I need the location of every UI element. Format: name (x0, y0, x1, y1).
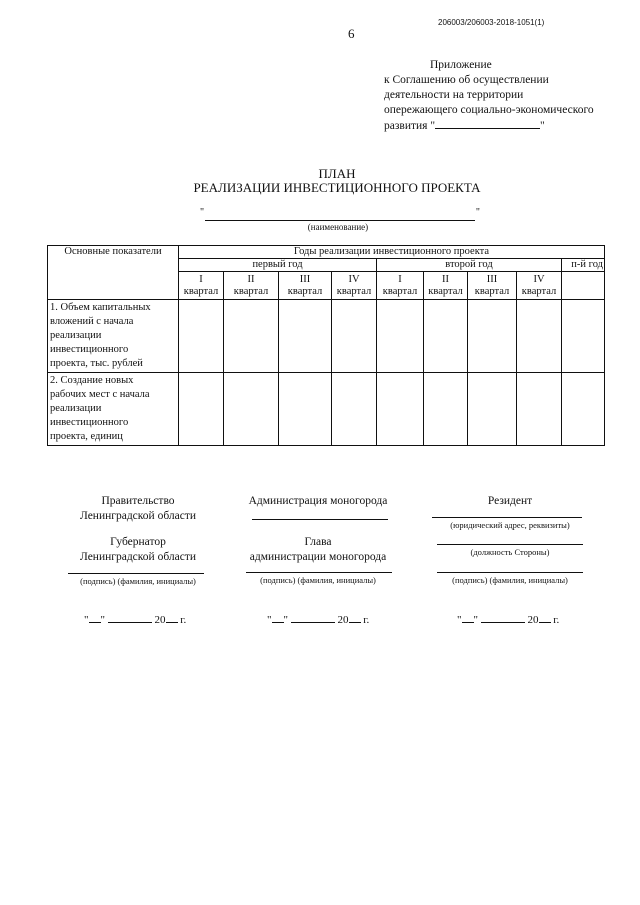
year-blank[interactable] (539, 612, 551, 623)
year-blank[interactable] (166, 612, 178, 623)
value-cell[interactable] (279, 300, 332, 373)
appendix-line: опережающего социально-экономического (384, 104, 594, 116)
right-party: Резидент (487, 495, 533, 507)
year-group-nth: п-й год (562, 259, 605, 272)
territory-name-blank[interactable] (435, 118, 540, 129)
year-group-second: второй год (377, 259, 562, 272)
day-blank[interactable] (272, 612, 284, 623)
left-role-line: Губернатор (110, 536, 166, 548)
close-quote: " (475, 207, 480, 218)
table-row (48, 373, 605, 446)
project-name-caption: (наименование) (307, 222, 369, 232)
left-role (48, 535, 228, 565)
appendix-line: Приложение (430, 59, 492, 71)
table-row (48, 300, 605, 373)
right-address-caption: (юридический адрес, реквизиты) (450, 520, 570, 530)
left-role-line: Ленинградской области (79, 551, 197, 563)
quarter-header (224, 272, 279, 300)
indicator-line: рабочих мест с начала (50, 389, 150, 400)
quarter-number: II (247, 273, 255, 285)
open-quote: " (200, 207, 205, 218)
date-year: 20 (527, 614, 539, 626)
right-address-line[interactable] (432, 517, 582, 518)
quarter-word: квартал (521, 285, 557, 297)
quarter-word: квартал (428, 285, 463, 297)
appendix-line-prefix: развития " (384, 120, 436, 132)
quarter-word: квартал (382, 285, 418, 297)
value-cell[interactable] (562, 373, 605, 446)
indicator-line: вложений с начала (50, 316, 134, 327)
indicator-line: реализации (50, 403, 102, 414)
right-role-caption: (должность Стороны) (470, 547, 550, 557)
left-party (48, 494, 228, 524)
value-cell[interactable] (279, 373, 332, 446)
right-role-line[interactable] (437, 544, 583, 545)
appendix-line: к Соглашению об осуществлении (384, 74, 549, 86)
value-cell[interactable] (468, 373, 517, 446)
day-blank[interactable] (462, 612, 474, 623)
middle-party: Администрация моногорода (248, 495, 388, 507)
quarter-header (377, 272, 424, 300)
right-signature-caption: (подпись) (фамилия, инициалы) (452, 575, 568, 585)
value-cell[interactable] (377, 300, 424, 373)
title-line: ПЛАН (318, 166, 356, 181)
date-quote: " (473, 614, 478, 626)
quarter-number: I (398, 273, 402, 285)
value-cell[interactable] (517, 300, 562, 373)
left-signature-line[interactable] (68, 573, 204, 574)
indicator-line: 2. Создание новых (50, 375, 134, 386)
page-number: 6 (348, 26, 355, 41)
project-name-blank[interactable] (205, 220, 475, 221)
middle-role (228, 535, 408, 565)
value-cell[interactable] (468, 300, 517, 373)
right-date-field[interactable] (457, 612, 559, 626)
month-blank[interactable] (108, 612, 152, 623)
years-header: Годы реализации инвестиционного проекта (179, 246, 605, 259)
plan-table (47, 245, 605, 446)
appendix-line-territory (384, 118, 624, 134)
appendix-line-suffix: " (540, 120, 545, 132)
middle-role-line: администрации моногорода (249, 551, 387, 563)
quarter-number: I (199, 273, 203, 285)
quarter-number: III (299, 273, 311, 285)
indicator-line: 1. Объем капитальных (50, 302, 151, 313)
middle-signature-caption: (подпись) (фамилия, инициалы) (260, 575, 376, 585)
indicator-line: инвестиционного (50, 344, 129, 355)
quarter-word: квартал (474, 285, 510, 297)
appendix-line: деятельности на территории (384, 89, 524, 101)
date-quote: " (283, 614, 288, 626)
date-quote: " (457, 614, 462, 626)
value-cell[interactable] (424, 373, 468, 446)
quarter-number: IV (348, 273, 360, 285)
quarter-word: квартал (183, 285, 219, 297)
quarter-header (468, 272, 517, 300)
middle-role-line: Глава (304, 536, 332, 548)
date-quote: " (267, 614, 272, 626)
value-cell[interactable] (224, 373, 279, 446)
date-year: 20 (337, 614, 349, 626)
value-cell[interactable] (377, 373, 424, 446)
month-blank[interactable] (291, 612, 335, 623)
left-party-line: Ленинградской области (79, 510, 197, 522)
left-signature-caption: (подпись) (фамилия, инициалы) (80, 576, 196, 586)
quarter-word: квартал (336, 285, 372, 297)
quarter-word: квартал (287, 285, 323, 297)
document-title (0, 167, 640, 195)
date-suffix: г. (553, 614, 560, 626)
quarter-header (179, 272, 224, 300)
left-party-line: Правительство (101, 495, 175, 507)
value-cell[interactable] (562, 300, 605, 373)
document-id: 206003/206003-2018-1051(1) (438, 18, 545, 27)
value-cell[interactable] (332, 300, 377, 373)
quarter-header (517, 272, 562, 300)
value-cell[interactable] (179, 300, 224, 373)
month-blank[interactable] (481, 612, 525, 623)
indicator-line: проекта, тыс. рублей (50, 358, 143, 369)
quarter-number: IV (533, 273, 545, 285)
quarter-number: III (486, 273, 498, 285)
year-group-first: первый год (179, 259, 377, 272)
quarter-word: квартал (233, 285, 269, 297)
value-cell[interactable] (424, 300, 468, 373)
value-cell[interactable] (332, 373, 377, 446)
left-date-field[interactable] (84, 612, 186, 626)
indicator-line: проекта, единиц (50, 431, 123, 442)
value-cell[interactable] (224, 300, 279, 373)
appendix-note (384, 58, 624, 134)
year-blank[interactable] (349, 612, 361, 623)
quarter-header (424, 272, 468, 300)
date-quote: " (84, 614, 89, 626)
day-blank[interactable] (89, 612, 101, 623)
nth-year-cell (562, 272, 605, 300)
value-cell[interactable] (517, 373, 562, 446)
indicator-cell (48, 373, 179, 446)
quarter-header (279, 272, 332, 300)
title-line: РЕАЛИЗАЦИИ ИНВЕСТИЦИОННОГО ПРОЕКТА (193, 180, 481, 195)
middle-date-field[interactable] (267, 612, 369, 626)
date-suffix: г. (180, 614, 187, 626)
date-quote: " (100, 614, 105, 626)
indicator-line: инвестиционного (50, 417, 129, 428)
date-year: 20 (154, 614, 166, 626)
quarter-number: II (442, 273, 449, 285)
right-signature-line[interactable] (437, 572, 583, 573)
date-suffix: г. (363, 614, 370, 626)
middle-signature-line[interactable] (246, 572, 392, 573)
indicator-cell (48, 300, 179, 373)
indicator-header: Основные показатели (48, 246, 179, 300)
quarter-header (332, 272, 377, 300)
value-cell[interactable] (179, 373, 224, 446)
indicator-line: реализации (50, 330, 102, 341)
middle-party-line[interactable] (252, 519, 388, 520)
